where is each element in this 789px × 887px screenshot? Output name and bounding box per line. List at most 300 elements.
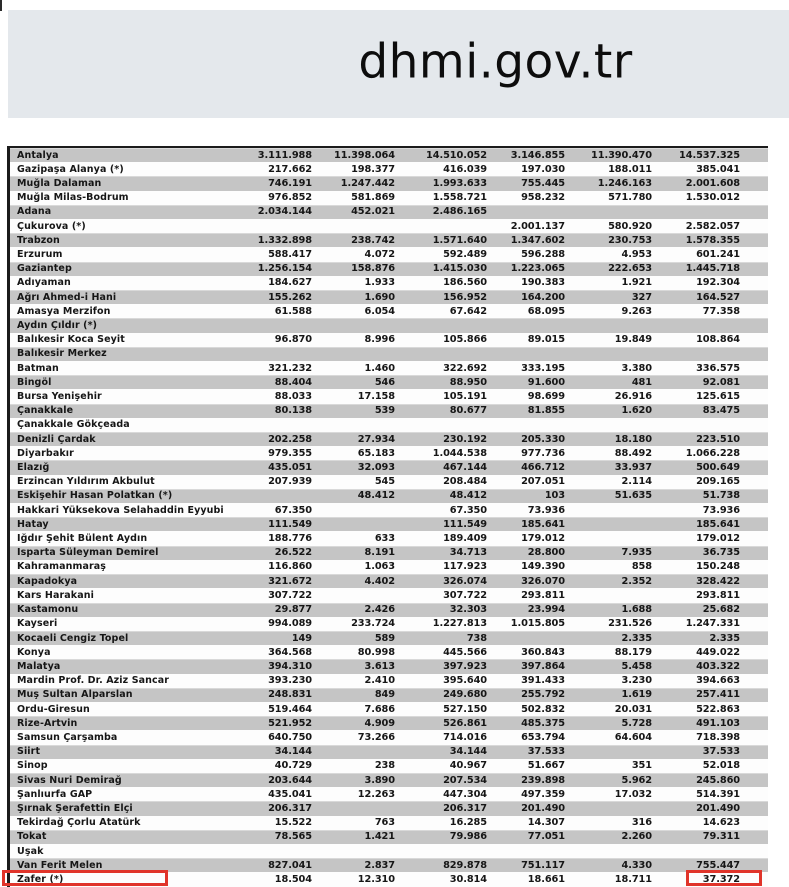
value-cell-3: 88.950 — [449, 376, 487, 388]
airport-name-cell: Amasya Merzifon — [17, 305, 111, 317]
value-cell-1: 746.191 — [268, 178, 312, 189]
value-cell-2: 238 — [374, 760, 395, 772]
table-row — [10, 816, 768, 830]
value-cell-3: 32.303 — [449, 604, 487, 616]
value-cell-5: 858 — [631, 561, 652, 573]
value-cell-3: 16.285 — [449, 817, 487, 829]
table-row — [10, 489, 768, 503]
value-cell-1: 149 — [291, 632, 312, 644]
value-cell-2: 1.460 — [364, 362, 395, 374]
airport-name-cell: Diyarbakır — [17, 447, 74, 459]
value-cell-2: 763 — [374, 817, 395, 829]
value-cell-1: 521.952 — [268, 717, 312, 729]
airport-name-cell: Konya — [17, 646, 51, 658]
value-cell-2: 4.072 — [364, 249, 395, 261]
value-cell-2: 581.869 — [351, 192, 395, 204]
airport-name-cell: Hakkari Yüksekova Selahaddin Eyyubi — [17, 504, 224, 516]
value-cell-4: 977.736 — [521, 447, 565, 459]
airport-name-cell: Kastamonu — [17, 604, 79, 616]
value-cell-4: 28.800 — [527, 547, 565, 559]
value-cell-4: 2.001.137 — [510, 220, 565, 232]
value-cell-4: 1.223.065 — [510, 263, 565, 275]
value-cell-6: 514.391 — [696, 788, 740, 800]
value-cell-5: 5.728 — [621, 717, 652, 729]
value-cell-6: 185.641 — [696, 518, 740, 530]
table-row — [10, 262, 768, 276]
table-row — [10, 347, 768, 361]
value-cell-1: 321.232 — [268, 362, 312, 374]
value-cell-4: 201.490 — [521, 802, 565, 814]
value-cell-6: 92.081 — [702, 376, 740, 388]
value-cell-3: 230.192 — [443, 433, 487, 445]
value-cell-6: 403.322 — [696, 660, 740, 672]
value-cell-3: 105.866 — [443, 334, 487, 346]
value-cell-2: 2.837 — [364, 859, 395, 871]
value-cell-6: 51.738 — [702, 490, 740, 502]
value-cell-6: 14.537.325 — [679, 149, 740, 161]
airport-name-cell: Tekirdağ Çorlu Atatürk — [17, 817, 141, 829]
value-cell-1: 519.464 — [268, 703, 312, 715]
airport-name-cell: Erzurum — [17, 249, 63, 261]
table-row — [10, 432, 768, 446]
value-cell-1: 994.089 — [268, 618, 312, 630]
value-cell-3: 189.409 — [443, 533, 487, 545]
value-cell-3: 738 — [466, 632, 487, 644]
value-cell-5: 3.230 — [621, 675, 652, 687]
value-cell-4: 103 — [544, 490, 565, 502]
airport-name-cell: Tokat — [17, 831, 47, 843]
airport-name-cell: Kars Harakani — [17, 589, 94, 601]
value-cell-2: 589 — [374, 632, 395, 644]
value-cell-5: 26.916 — [614, 391, 652, 403]
value-cell-2: 158.876 — [351, 263, 395, 275]
value-cell-2: 3.890 — [364, 774, 395, 786]
value-cell-6: 328.422 — [696, 575, 740, 587]
value-cell-1: 976.852 — [268, 192, 312, 204]
value-cell-3: 207.534 — [443, 774, 487, 786]
value-cell-1: 29.877 — [274, 604, 312, 616]
value-cell-6: 394.663 — [696, 675, 740, 687]
value-cell-2: 17.158 — [357, 391, 395, 403]
airport-name-cell: Gaziantep — [17, 263, 72, 275]
value-cell-5: 230.753 — [608, 234, 652, 246]
value-cell-3: 322.692 — [443, 362, 487, 374]
table-row — [10, 162, 768, 176]
site-title: dhmi.gov.tr — [358, 34, 633, 90]
value-cell-1: 203.644 — [268, 774, 312, 786]
value-cell-3: 80.677 — [449, 405, 487, 417]
value-cell-4: 18.661 — [527, 873, 565, 885]
value-cell-5: 4.330 — [621, 859, 652, 871]
value-cell-3: 156.952 — [443, 291, 487, 303]
value-cell-2: 6.054 — [364, 305, 395, 317]
airport-name-cell: Balıkesir Koca Seyit — [17, 334, 125, 346]
value-cell-4: 326.070 — [521, 575, 565, 587]
airport-name-cell: Şanlıurfa GAP — [17, 788, 93, 800]
value-cell-6: 209.165 — [696, 476, 740, 488]
value-cell-5: 7.935 — [621, 547, 652, 559]
value-cell-2: 2.410 — [364, 675, 395, 687]
airport-name-cell: Mardin Prof. Dr. Aziz Sancar — [17, 675, 170, 687]
table-row — [10, 475, 768, 489]
value-cell-4: 179.012 — [521, 533, 565, 545]
airport-name-cell: Eskişehir Hasan Polatkan (*) — [17, 490, 173, 502]
airport-name-cell: Adana — [17, 206, 52, 218]
value-cell-3: 527.150 — [443, 703, 487, 715]
value-cell-6: 1.530.012 — [685, 192, 740, 204]
airport-name-cell: Siirt — [17, 746, 41, 758]
value-cell-3: 34.713 — [449, 547, 487, 559]
airport-name-cell: Kocaeli Cengiz Topel — [17, 632, 129, 644]
value-cell-4: 68.095 — [527, 305, 565, 317]
value-cell-5: 64.604 — [614, 731, 652, 743]
airport-name-cell: Hatay — [17, 518, 49, 530]
value-cell-4: 73.936 — [527, 504, 565, 516]
table-row — [10, 389, 768, 403]
value-cell-5: 17.032 — [614, 788, 652, 800]
value-cell-6: 25.682 — [702, 604, 740, 616]
table-row — [10, 460, 768, 474]
airport-name-cell: Uşak — [17, 845, 44, 857]
value-cell-5: 2.335 — [621, 632, 652, 644]
value-cell-5: 1.921 — [621, 277, 652, 289]
table-row — [10, 830, 768, 844]
table-row — [10, 603, 768, 617]
table-row — [10, 176, 768, 190]
value-cell-2: 545 — [374, 476, 395, 488]
value-cell-5: 2.352 — [621, 575, 652, 587]
value-cell-5: 11.390.470 — [591, 149, 652, 161]
value-cell-5: 351 — [631, 760, 652, 772]
table-row — [10, 716, 768, 730]
value-cell-4: 51.667 — [527, 760, 565, 772]
value-cell-6: 52.018 — [702, 760, 740, 772]
table-row — [10, 574, 768, 588]
table-row — [10, 702, 768, 716]
table-row — [10, 446, 768, 460]
table-row — [10, 318, 768, 332]
value-cell-2: 12.310 — [357, 873, 395, 885]
value-cell-4: 255.792 — [521, 689, 565, 701]
airport-name-cell: Antalya — [17, 149, 59, 161]
value-cell-6: 192.304 — [696, 277, 740, 289]
value-cell-1: 364.568 — [268, 646, 312, 658]
value-cell-4: 205.330 — [521, 433, 565, 445]
table-row — [10, 404, 768, 418]
airport-name-cell: Elazığ — [17, 462, 50, 474]
table-row — [10, 276, 768, 290]
airport-name-cell: Muğla Dalaman — [17, 178, 102, 189]
value-cell-4: 466.712 — [521, 462, 565, 474]
value-cell-6: 522.863 — [696, 703, 740, 715]
value-cell-5: 88.179 — [614, 646, 652, 658]
value-cell-5: 19.849 — [614, 334, 652, 346]
table-row — [10, 645, 768, 659]
value-cell-5: 222.653 — [608, 263, 652, 275]
value-cell-4: 1.015.805 — [510, 618, 565, 630]
table-row — [10, 375, 768, 389]
value-cell-1: 78.565 — [274, 831, 312, 843]
value-cell-5: 33.937 — [614, 462, 652, 474]
airport-name-cell: Şırnak Şerafettin Elçi — [17, 802, 133, 814]
value-cell-6: 1.578.355 — [685, 234, 740, 246]
value-cell-1: 207.939 — [268, 476, 312, 488]
airport-name-cell: Bingöl — [17, 376, 52, 388]
value-cell-4: 360.843 — [521, 646, 565, 658]
value-cell-4: 149.390 — [521, 561, 565, 573]
value-cell-6: 108.864 — [696, 334, 740, 346]
value-cell-4: 37.533 — [527, 746, 565, 758]
value-cell-2: 1.247.442 — [340, 178, 395, 189]
value-cell-3: 105.191 — [443, 391, 487, 403]
value-cell-4: 1.347.602 — [510, 234, 565, 246]
value-cell-5: 2.260 — [621, 831, 652, 843]
airport-name-cell: Çukurova (*) — [17, 220, 86, 232]
value-cell-4: 3.146.855 — [510, 149, 565, 161]
value-cell-6: 2.335 — [709, 632, 740, 644]
value-cell-3: 307.722 — [443, 589, 487, 601]
value-cell-5: 2.114 — [621, 476, 652, 488]
value-cell-4: 755.445 — [521, 178, 565, 189]
value-cell-1: 80.138 — [274, 405, 312, 417]
value-cell-1: 307.722 — [268, 589, 312, 601]
value-cell-4: 190.383 — [521, 277, 565, 289]
table-row — [10, 659, 768, 673]
value-cell-5: 3.380 — [621, 362, 652, 374]
airport-stats-table — [7, 146, 768, 887]
value-cell-1: 111.549 — [268, 518, 312, 530]
value-cell-6: 14.623 — [702, 817, 740, 829]
airport-name-cell: Kapadokya — [17, 575, 78, 587]
value-cell-3: 526.861 — [443, 717, 487, 729]
value-cell-6: 257.411 — [696, 689, 740, 701]
value-cell-1: 40.729 — [274, 760, 312, 772]
value-cell-1: 116.860 — [268, 561, 312, 573]
value-cell-6: 336.575 — [696, 362, 740, 374]
value-cell-4: 502.832 — [521, 703, 565, 715]
value-cell-5: 5.458 — [621, 660, 652, 672]
value-cell-1: 393.230 — [268, 675, 312, 687]
value-cell-5: 9.263 — [621, 305, 652, 317]
airport-name-cell: Çanakkale — [17, 405, 74, 417]
value-cell-6: 79.311 — [702, 831, 740, 843]
value-cell-2: 7.686 — [364, 703, 395, 715]
value-cell-2: 4.909 — [364, 717, 395, 729]
airport-name-cell: Erzincan Yıldırım Akbulut — [17, 476, 155, 488]
value-cell-5: 1.619 — [621, 689, 652, 701]
value-cell-1: 202.258 — [268, 433, 312, 445]
value-cell-6: 150.248 — [696, 561, 740, 573]
value-cell-2: 198.377 — [351, 163, 395, 175]
value-cell-4: 958.232 — [521, 192, 565, 204]
value-cell-6: 223.510 — [696, 433, 740, 445]
value-cell-3: 447.304 — [443, 788, 487, 800]
value-cell-4: 98.699 — [527, 391, 565, 403]
value-cell-1: 588.417 — [268, 249, 312, 261]
value-cell-6: 1.247.331 — [685, 618, 740, 630]
value-cell-4: 653.794 — [521, 731, 565, 743]
value-cell-4: 239.898 — [521, 774, 565, 786]
value-cell-1: 3.111.988 — [257, 149, 312, 161]
value-cell-2: 48.412 — [357, 490, 395, 502]
value-cell-3: 467.144 — [443, 462, 487, 474]
value-cell-2: 1.933 — [364, 277, 395, 289]
airport-name-cell: Zafer (*) — [17, 873, 64, 885]
site-header — [8, 10, 789, 118]
value-cell-1: 96.870 — [274, 334, 312, 346]
value-cell-2: 3.613 — [364, 660, 395, 672]
table-row — [10, 361, 768, 375]
airport-name-cell: Bursa Yenişehir — [17, 391, 102, 403]
value-cell-3: 208.484 — [443, 476, 487, 488]
value-cell-2: 1.690 — [364, 291, 395, 303]
table-row — [10, 191, 768, 205]
value-cell-3: 1.993.633 — [432, 178, 487, 189]
airport-name-cell: Muş Sultan Alparslan — [17, 689, 133, 701]
airport-name-cell: Samsun Çarşamba — [17, 731, 118, 743]
value-cell-5: 580.920 — [608, 220, 652, 232]
table-row — [10, 617, 768, 631]
value-cell-1: 88.033 — [274, 391, 312, 403]
table-row — [10, 560, 768, 574]
table-row — [10, 148, 768, 162]
airport-name-cell: Malatya — [17, 660, 61, 672]
value-cell-2: 12.263 — [357, 788, 395, 800]
value-cell-1: 61.588 — [274, 305, 312, 317]
value-cell-3: 34.144 — [449, 746, 487, 758]
value-cell-5: 88.492 — [614, 447, 652, 459]
value-cell-2: 452.021 — [351, 206, 395, 218]
value-cell-4: 89.015 — [527, 334, 565, 346]
value-cell-5: 18.180 — [614, 433, 652, 445]
value-cell-6: 1.445.718 — [685, 263, 740, 275]
value-cell-3: 1.227.813 — [432, 618, 487, 630]
value-cell-2: 849 — [374, 689, 395, 701]
value-cell-1: 1.256.154 — [257, 263, 312, 275]
value-cell-6: 491.103 — [696, 717, 740, 729]
airport-name-cell: Aydın Çıldır (*) — [17, 320, 98, 332]
value-cell-5: 188.011 — [608, 163, 652, 175]
value-cell-4: 596.288 — [521, 249, 565, 261]
value-cell-1: 640.750 — [268, 731, 312, 743]
value-cell-6: 164.527 — [696, 291, 740, 303]
table-row — [10, 631, 768, 645]
value-cell-6: 37.372 — [702, 873, 740, 885]
value-cell-1: 217.662 — [268, 163, 312, 175]
airport-name-cell: Kahramanmaraş — [17, 561, 107, 573]
table-row — [10, 730, 768, 744]
airport-name-cell: Gazipaşa Alanya (*) — [17, 163, 124, 175]
value-cell-2: 539 — [374, 405, 395, 417]
value-cell-6: 83.475 — [702, 405, 740, 417]
value-cell-2: 8.191 — [364, 547, 395, 559]
value-cell-2: 1.421 — [364, 831, 395, 843]
value-cell-2: 633 — [374, 533, 395, 545]
value-cell-3: 117.923 — [443, 561, 487, 573]
value-cell-3: 1.571.640 — [432, 234, 487, 246]
highlight-box-zafer-name — [2, 870, 168, 886]
table-row — [10, 247, 768, 261]
airport-name-cell: Çanakkale Gökçeada — [17, 419, 130, 431]
value-cell-1: 248.831 — [268, 689, 312, 701]
value-cell-2: 32.093 — [357, 462, 395, 474]
airport-name-cell: Isparta Süleyman Demirel — [17, 547, 159, 559]
value-cell-1: 88.404 — [274, 376, 312, 388]
value-cell-3: 445.566 — [443, 646, 487, 658]
airport-name-cell: Muğla Milas-Bodrum — [17, 192, 129, 204]
value-cell-4: 397.864 — [521, 660, 565, 672]
airport-name-cell: Iğdır Şehit Bülent Aydın — [17, 533, 148, 545]
value-cell-3: 829.878 — [443, 859, 487, 871]
value-cell-1: 394.310 — [268, 660, 312, 672]
value-cell-3: 1.558.721 — [432, 192, 487, 204]
value-cell-1: 435.041 — [268, 788, 312, 800]
value-cell-3: 30.814 — [449, 873, 487, 885]
value-cell-4: 23.994 — [527, 604, 565, 616]
highlight-box-zafer-total — [686, 870, 762, 886]
value-cell-3: 48.412 — [449, 490, 487, 502]
table-row — [10, 674, 768, 688]
airport-name-cell: Denizli Çardak — [17, 433, 96, 445]
value-cell-1: 435.051 — [268, 462, 312, 474]
value-cell-2: 8.996 — [364, 334, 395, 346]
value-cell-6: 179.012 — [696, 533, 740, 545]
value-cell-2: 11.398.064 — [334, 149, 395, 161]
value-cell-2: 27.934 — [357, 433, 395, 445]
airport-name-cell: Batman — [17, 362, 59, 374]
value-cell-2: 65.183 — [357, 447, 395, 459]
table-row — [10, 531, 768, 545]
value-cell-4: 333.195 — [521, 362, 565, 374]
table-row — [10, 333, 768, 347]
value-cell-6: 718.398 — [696, 731, 740, 743]
value-cell-5: 18.711 — [614, 873, 652, 885]
value-cell-3: 111.549 — [443, 518, 487, 530]
value-cell-1: 26.522 — [274, 547, 312, 559]
airport-name-cell: Rize-Artvin — [17, 717, 78, 729]
value-cell-1: 184.627 — [268, 277, 312, 289]
airport-name-cell: Adıyaman — [17, 277, 71, 289]
value-cell-2: 233.724 — [351, 618, 395, 630]
value-cell-4: 91.600 — [527, 376, 565, 388]
value-cell-6: 1.066.228 — [685, 447, 740, 459]
value-cell-1: 1.332.898 — [257, 234, 312, 246]
value-cell-4: 164.200 — [521, 291, 565, 303]
value-cell-4: 185.641 — [521, 518, 565, 530]
value-cell-5: 5.962 — [621, 774, 652, 786]
table-row — [10, 517, 768, 531]
value-cell-1: 18.504 — [274, 873, 312, 885]
value-cell-2: 238.742 — [351, 234, 395, 246]
table-row — [10, 588, 768, 602]
value-cell-3: 2.486.165 — [432, 206, 487, 218]
value-cell-5: 316 — [631, 817, 652, 829]
value-cell-1: 67.350 — [274, 504, 312, 516]
table-row — [10, 759, 768, 773]
value-cell-3: 1.044.538 — [432, 447, 487, 459]
value-cell-5: 1.246.163 — [597, 178, 652, 189]
table-row — [10, 801, 768, 815]
value-cell-6: 36.735 — [702, 547, 740, 559]
value-cell-1: 979.355 — [268, 447, 312, 459]
value-cell-4: 485.375 — [521, 717, 565, 729]
airport-name-cell: Sinop — [17, 760, 48, 772]
value-cell-6: 293.811 — [696, 589, 740, 601]
airport-name-cell: Ağrı Ahmed-i Hani — [17, 291, 117, 303]
value-cell-3: 714.016 — [443, 731, 487, 743]
value-cell-4: 391.433 — [521, 675, 565, 687]
value-cell-3: 14.510.052 — [426, 149, 487, 161]
